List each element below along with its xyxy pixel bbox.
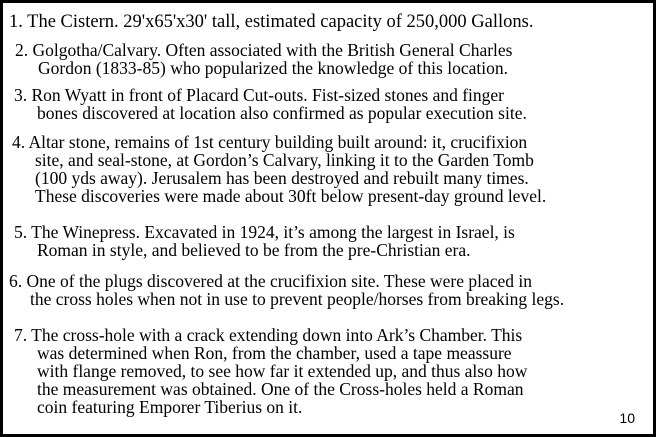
slide [2, 2, 654, 435]
caption-5 [3, 223, 515, 259]
caption-7-line-1: 7. The cross-hole with a crack extending down into Ark’s Chamber. This [14, 325, 523, 345]
caption-7-line-3: with flange removed, to see how far it extended up, and thus also how [37, 361, 528, 381]
caption-4-line-1: 4. Altar stone, remains of 1st century building built around: it, crucifixion [12, 132, 528, 152]
caption-7 [3, 326, 527, 416]
caption-2-line-1: 2. Golgotha/Calvary. Often associated with the British General Charles [15, 40, 513, 60]
caption-3 [3, 86, 527, 122]
caption-3-line-1: 3. Ron Wyatt in front of Placard Cut-outs. Fist-sized stones and finger [14, 85, 505, 105]
caption-6-line-2: the cross holes when not in use to prevent people/horses from breaking legs. [30, 289, 565, 309]
caption-4-line-3: (100 yds away). Jerusalem has been destroyed and rebuilt many times. [35, 168, 529, 188]
caption-6 [3, 272, 564, 308]
caption-7-line-2: was determined when Ron, from the chamber, used a tape meassure [37, 343, 512, 363]
caption-3-line-2: bones discovered at location also confirmed as popular execution site. [37, 103, 527, 123]
caption-1-line-1: 1. The Cistern. 29'x65'x30' tall, estimated capacity of 250,000 Gallons. [9, 12, 534, 32]
caption-2 [3, 41, 513, 77]
caption-2-line-2: Gordon (1833-85) who popularized the knowledge of this location. [38, 58, 508, 78]
caption-4-line-2: site, and seal-stone, at Gordon’s Calvary, linking it to the Garden Tomb [35, 150, 534, 170]
page-number: 10 [619, 410, 635, 426]
caption-5-line-1: 5. The Winepress. Excavated in 1924, it’s among the largest in Israel, is [14, 222, 515, 242]
caption-1 [3, 12, 533, 32]
caption-4 [3, 133, 546, 205]
caption-5-line-2: Roman in style, and believed to be from the pre-Christian era. [37, 240, 471, 260]
caption-4-line-4: These discoveries were made about 30ft below present-day ground level. [35, 186, 547, 206]
caption-6-line-1: 6. One of the plugs discovered at the crucifixion site. These were placed in [9, 271, 533, 291]
caption-7-line-4: the measurement was obtained. One of the Cross-holes held a Roman [37, 379, 524, 399]
caption-7-line-5: coin featuring Emporer Tiberius on it. [37, 397, 303, 417]
